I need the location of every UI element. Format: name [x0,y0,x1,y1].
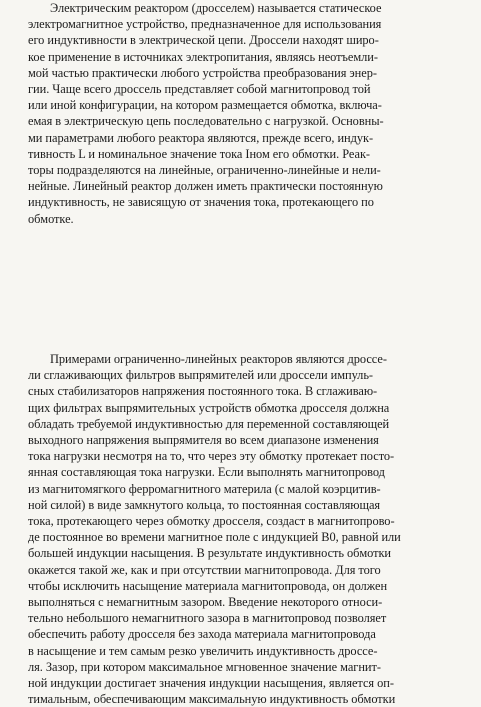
text-line: чтобы исключить насыщение материала магнитопровода, он должен [28,578,388,593]
text-line: ми параметрами любого реактора являются, прежде всего, индук- [28,130,374,145]
text-line: тимальным, обеспечивающим максимальную индуктивность обмотки [28,692,396,707]
text-line: ля. Зазор, при котором максимальное мгновенное значение магнит- [28,659,381,674]
text-line: де постоянное во времени магнитное поле с индукцией B0, равной или [28,530,401,545]
text-line: тока, протекающего через обмотку дросселя, создаст в магнитопрово- [28,514,395,529]
text-line: нейные. Линейный реактор должен иметь практически постоянную [28,179,383,194]
text-line: янная составляющая тока нагрузки. Если выполнять магнитопровод [28,465,385,480]
text-line: обеспечить работу дросселя без захода материала магнитопровода [28,627,376,642]
text-line: тивность L и номинальное значение тока Iном его обмотки. Реак- [28,146,370,161]
text-line: из магнитомягкого ферромагнитного материла (с малой коэрцитив- [28,481,381,496]
text-line: большей индукции насыщения. В результате индуктивность обмотки [28,546,392,561]
text-line: ной силой) в виде замкнутого кольца, то постоянная составляющая [28,497,381,512]
text-line: ной индукции достигает значения индукции насыщения, является оп- [28,676,394,691]
text-line: щих фильтрах выпрямительных устройств обмотка дросселя должна [28,400,390,415]
text-line: его индуктивности в электрической цепи. Дроссели находят широ- [28,33,379,48]
text-line: емая в электрическую цепь последовательно с нагрузкой. Основны- [28,114,384,129]
text-line: гии. Чаще всего дроссель представляет собой магнитопровод той [28,82,371,97]
text-line: ли сглаживающих фильтров выпрямителей или дроссели импуль- [28,368,373,383]
text-line: мой частью практически любого устройства преобразования энер- [28,65,377,80]
text-line: тельно небольшого немагнитного зазора в магнитопровод позволяет [28,611,387,626]
text-line: индуктивность, не зависящую от значения тока, протекающего по [28,195,374,210]
text-line: обладать требуемой индуктивностью для переменной составляющей [28,416,390,431]
text-line: или иной конфигурации, на котором размещается обмотка, включа- [28,98,382,113]
text-line: окажется такой же, как и при отсутствии магнитопровода. Для того [28,562,381,577]
text-line: торы подразделяются на линейные, ограниченно-линейные и нели- [28,163,381,178]
text-line: Примерами ограниченно-линейных реакторов являются дроссе- [50,352,387,366]
text-line: тока нагрузки несмотря на то, что через эту обмотку протекает посто- [28,449,395,464]
text-line: выполняться с немагнитным зазором. Введение некоторого относи- [28,595,383,610]
text-line: электромагнитное устройство, предназначенное для использования [28,17,382,32]
text-line: обмотке. [28,211,74,226]
text-line: в насыщение и тем самым резко увеличить индуктивность дроссе- [28,643,378,658]
text-line: Электрическим реактором (дросселем) называется статическое [50,1,382,15]
paragraph-limited-linear-reactors [28,351,464,707]
text-line: кое применение в источниках электропитания, являясь неотъемли- [28,49,378,64]
text-line: сных стабилизаторов напряжения постоянного тока. В сглаживаю- [28,384,378,399]
text-line: выходного напряжения выпрямителя во всем диапазоне изменения [28,433,379,448]
paragraph-reactor-definition [28,0,464,227]
